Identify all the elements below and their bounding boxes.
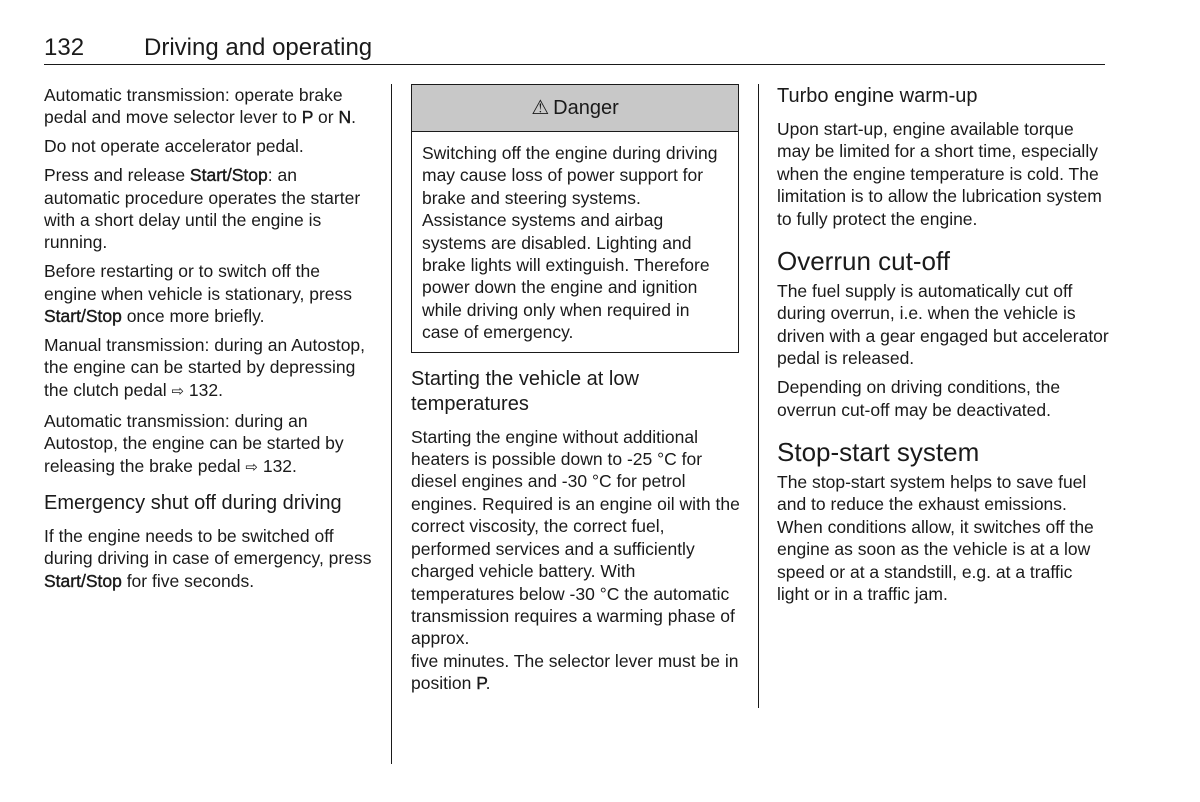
reference-arrow-icon: ⇨: [171, 382, 185, 400]
section-title: Driving and operating: [144, 34, 373, 61]
heading-emergency-shutoff: Emergency shut off during driving: [44, 492, 342, 514]
page-reference[interactable]: 132.: [257, 455, 297, 476]
heading-stop-start-system: Stop-start system: [777, 436, 980, 467]
column-divider: [391, 84, 392, 764]
position-p: P: [476, 673, 486, 694]
danger-body: [412, 132, 738, 352]
danger-title: Danger: [553, 96, 619, 119]
start-stop-label: Start/Stop: [44, 306, 122, 327]
page-number: 132: [44, 34, 85, 61]
paragraph: Do not operate accelerator pedal.: [44, 136, 304, 157]
reference-arrow-icon: ⇨: [245, 458, 258, 476]
paragraph: The stop-start system helps to save fuel and to reduce the exhaust emissions. When conditions allow, it switches off the engine as soon as the vehicle is at a low speed or at a standstill, e.g. at a traffic light or in a traffic jam.: [777, 471, 1094, 604]
heading-low-temperatures: Starting the vehicle at low temperatures: [411, 367, 639, 415]
paragraph: Upon start-up, engine available torque may be limited for a short time, especially when the engine temperature is cold. The limitation is to allow the lubrication system to fully protect the engine.: [777, 119, 1102, 229]
paragraph: Automatic transmission: during an Autostop, the engine can be started by releasing the brake pedal ⇨ 132.: [44, 410, 344, 476]
danger-header: [412, 85, 738, 132]
start-stop-label: Start/Stop: [189, 165, 268, 186]
danger-box: [411, 84, 739, 353]
paragraph: Before restarting or to switch off the engine when vehicle is stationary, press Start/Stop once more briefly.: [44, 261, 353, 327]
column-middle: [411, 84, 743, 701]
position-p: P: [301, 107, 314, 128]
paragraph: If the engine needs to be switched off during driving in case of emergency, press Start/Stop for five seconds.: [44, 526, 372, 591]
paragraph: The fuel supply is automatically cut off during overrun, i.e. when the vehicle is driven with a gear engaged but accelerator pedal is released.: [777, 281, 1109, 369]
column-right: [777, 84, 1109, 612]
paragraph: five minutes. The selector lever must be in position P.: [411, 650, 739, 694]
start-stop-label: Start/Stop: [44, 570, 122, 591]
paragraph: Manual transmission: during an Autostop, the engine can be started by depressing the clutch pedal ⇨ 132.: [44, 335, 366, 400]
heading-turbo-warmup: Turbo engine warm-up: [777, 85, 978, 107]
position-n: N: [338, 107, 352, 128]
paragraph: Press and release Start/Stop: an automatic procedure operates the starter with a short delay until the engine is running.: [44, 165, 361, 253]
heading-overrun-cutoff: Overrun cut-off: [777, 246, 950, 277]
column-divider: [758, 84, 759, 708]
paragraph: Automatic transmission: operate brake pedal and move selector lever to P or N.: [44, 85, 356, 128]
warning-triangle-icon: ⚠: [531, 96, 550, 119]
page-header: [44, 34, 1105, 65]
danger-text: Switching off the engine during driving may cause loss of power support for brake and steering systems. Assistance systems and airbag systems are disabled. Lighting and brake lights will extinguish. Therefore power down the engine and ignition while driving only when required in case of emergency.: [422, 143, 718, 343]
column-left: [44, 84, 376, 599]
paragraph: Starting the engine without additional heaters is possible down to -25 °C for diesel engines and -30 °C for petrol engines. Required is an engine oil with the correct viscosity, the correct fuel, performed services and a sufficiently charged vehicle battery. With temperatures below -30 °C the automatic transmission requires a warming phase of approx.: [411, 426, 740, 649]
page-reference[interactable]: 132.: [184, 379, 223, 400]
paragraph: Depending on driving conditions, the overrun cut-off may be deactivated.: [777, 377, 1061, 420]
